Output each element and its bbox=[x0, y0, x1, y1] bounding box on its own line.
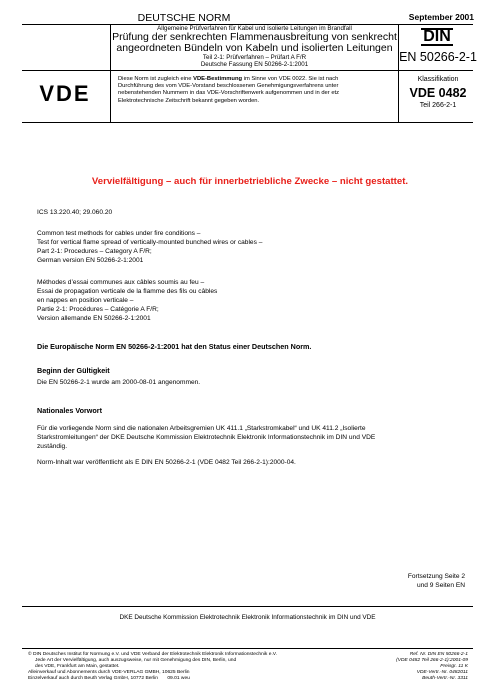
title-main-line2: angeordneten Bündeln von Kabeln und isolierten Leitungen bbox=[116, 42, 393, 54]
vde-notice-line3: nebenstehenden Nummern in das VDE-Vorschriftenwerk aufgenommen und in der etz bbox=[118, 90, 340, 97]
french-title-line: Essai de propagation verticale de la flamme des fils ou câbles bbox=[37, 288, 218, 295]
vde-left-divider bbox=[110, 70, 111, 122]
footer-code: 09.01 weu bbox=[167, 676, 190, 681]
continuation-note bbox=[380, 572, 465, 590]
footer-top-rule bbox=[22, 648, 473, 649]
french-title-line: Méthodes d’essai communes aux câbles soumis au feu – bbox=[37, 279, 205, 286]
continuation-line2: und 9 Seiten EN bbox=[416, 582, 465, 589]
title-version: Deutsche Fassung EN 50266-2-1:2001 bbox=[200, 61, 309, 68]
footer-ref-line: Ref. Nr. DIN EN 50266-2-1 bbox=[409, 652, 468, 657]
footer-line-text: Einzelverkauf auch durch Beuth Verlag GmbH, 10772 Berlin bbox=[28, 676, 158, 681]
footer-ref-line: Preisgr. 11 K bbox=[440, 664, 468, 669]
reference-footer bbox=[370, 652, 468, 682]
vde-logo-text: VDE bbox=[39, 81, 91, 105]
beginn-text: Die EN 50266-2-1 wurde am 2000-08-01 angenommen. bbox=[37, 379, 201, 386]
dke-top-rule bbox=[22, 606, 473, 607]
english-title-line: Test for vertical flame spread of vertically-mounted bunched wires or cables – bbox=[37, 239, 263, 246]
footer-line: Alleinverkauf und Abonnements durch VDE-VERLAG GMBH, 10625 Berlin bbox=[28, 670, 190, 675]
vde-notice-lead: Diese Norm ist zugleich eine bbox=[118, 76, 194, 82]
vde-notice-line4: Elektrotechnische Zeitschrift bekannt gegeben worden. bbox=[118, 97, 260, 104]
vde-logo-graphic bbox=[27, 81, 103, 105]
copy-warning: Vervielfältigung – auch für innerbetriebliche Zwecke – nicht gestattet. bbox=[91, 176, 409, 187]
continuation-line1: Fortsetzung Seite 2 bbox=[407, 573, 465, 580]
title-part: Teil 2-1: Prüfverfahren – Prüfart A F/R bbox=[202, 54, 307, 61]
vde-logo bbox=[25, 78, 105, 108]
vde-notice-tail: im Sinne von VDE 0022. Sie ist nach bbox=[242, 76, 339, 82]
klassifikation-label: Klassifikation bbox=[417, 76, 459, 83]
french-title-line: Partie 2-1: Procédures – Catégorie A F/R; bbox=[37, 306, 159, 313]
footer-line: des VDE, Frankfurt am Main, gestattet. bbox=[35, 664, 120, 669]
title-bottom-rule bbox=[22, 70, 473, 71]
klassifikation-vde-number: VDE 0482 bbox=[409, 86, 467, 100]
french-title bbox=[37, 278, 457, 323]
french-title-line: Version allemande EN 50266-2-1:2001 bbox=[37, 315, 151, 322]
english-title-line: Part 2-1: Procedures – Category A F/R; bbox=[37, 248, 152, 255]
beginn-heading: Beginn der Gültigkeit bbox=[37, 366, 110, 375]
footer-ref-line: VDE-Vertr.-Nr. 0482011 bbox=[416, 670, 468, 675]
title-main-line1: Prüfung der senkrechten Flammenausbreitung von senkrecht bbox=[112, 31, 397, 43]
footer-ref-line: Beuth-Vertr.-Nr. 3311 bbox=[422, 676, 468, 681]
footer-line: Jede Art der Vervielfältigung, auch auszugsweise, nur mit Genehmigung des DIN, Berlin, und bbox=[35, 658, 237, 663]
copyright-footer bbox=[28, 652, 358, 682]
vde-notice-line2: Durchführung des vom VDE-Vorstand beschlossenen Genehmigungsverfahrens unter bbox=[118, 83, 339, 90]
vde-notice bbox=[118, 76, 393, 105]
publication-date: September 2001 bbox=[408, 12, 474, 22]
vorwort-line: Starkstromleitungen“ der DKE Deutsche Kommission Elektrotechnik Elektronik Informationstechnik im DIN und VDE bbox=[37, 434, 376, 441]
footer-ref-line: (VDE 0482 Teil 266-2-1):2001-09 bbox=[396, 658, 468, 663]
vde-notice-bold: VDE-Bestimmung bbox=[193, 76, 243, 82]
title-subtitle-top: Allgemeine Prüfverfahren für Kabel und isolierte Leitungen im Brandfall bbox=[157, 25, 352, 32]
ics-codes: ICS 13.220.40; 29.060.20 bbox=[37, 209, 113, 216]
english-title-line: Common test methods for cables under fire conditions – bbox=[37, 230, 201, 237]
english-title-line: German version EN 50266-2-1:2001 bbox=[37, 257, 144, 264]
title-left-divider bbox=[110, 24, 111, 70]
din-logo bbox=[412, 28, 462, 46]
english-title bbox=[37, 229, 457, 265]
vorwort-paragraph bbox=[37, 424, 457, 451]
vorwort-line: zuständig. bbox=[37, 443, 68, 450]
document-title bbox=[112, 25, 397, 68]
french-title-line: en nappes en position verticale – bbox=[37, 297, 134, 304]
vorwort-heading: Nationales Vorwort bbox=[37, 406, 102, 415]
status-statement: Die Europäische Norm EN 50266-2-1:2001 hat den Status einer Deutschen Norm. bbox=[37, 342, 312, 351]
dke-committee-line: DKE Deutsche Kommission Elektrotechnik Elektronik Informationstechnik im DIN und VDE bbox=[119, 614, 376, 621]
vorwort-note: Norm-Inhalt war veröffentlicht als E DIN EN 50266-2-1 (VDE 0482 Teil 266-2-1):2000-04. bbox=[37, 459, 296, 466]
norm-type-label: DEUTSCHE NORM bbox=[137, 12, 231, 24]
vde-bottom-rule bbox=[22, 122, 473, 123]
footer-line bbox=[28, 676, 358, 682]
vorwort-line: Für die vorliegende Norm sind die nationalen Arbeitsgremien UK 411.1 „Starkstromkabel“ und UK 411.2 „Isolierte bbox=[37, 425, 366, 432]
footer-line: © DIN Deutsches Institut für Normung e.V. und VDE Verband der Elektrotechnik Elektronik Informationstechnik e.V. bbox=[28, 652, 277, 657]
din-logo-text: DIN bbox=[423, 28, 451, 45]
document-number: EN 50266-2-1 bbox=[399, 50, 477, 64]
klassifikation-teil: Teil 266-2-1 bbox=[419, 102, 457, 109]
